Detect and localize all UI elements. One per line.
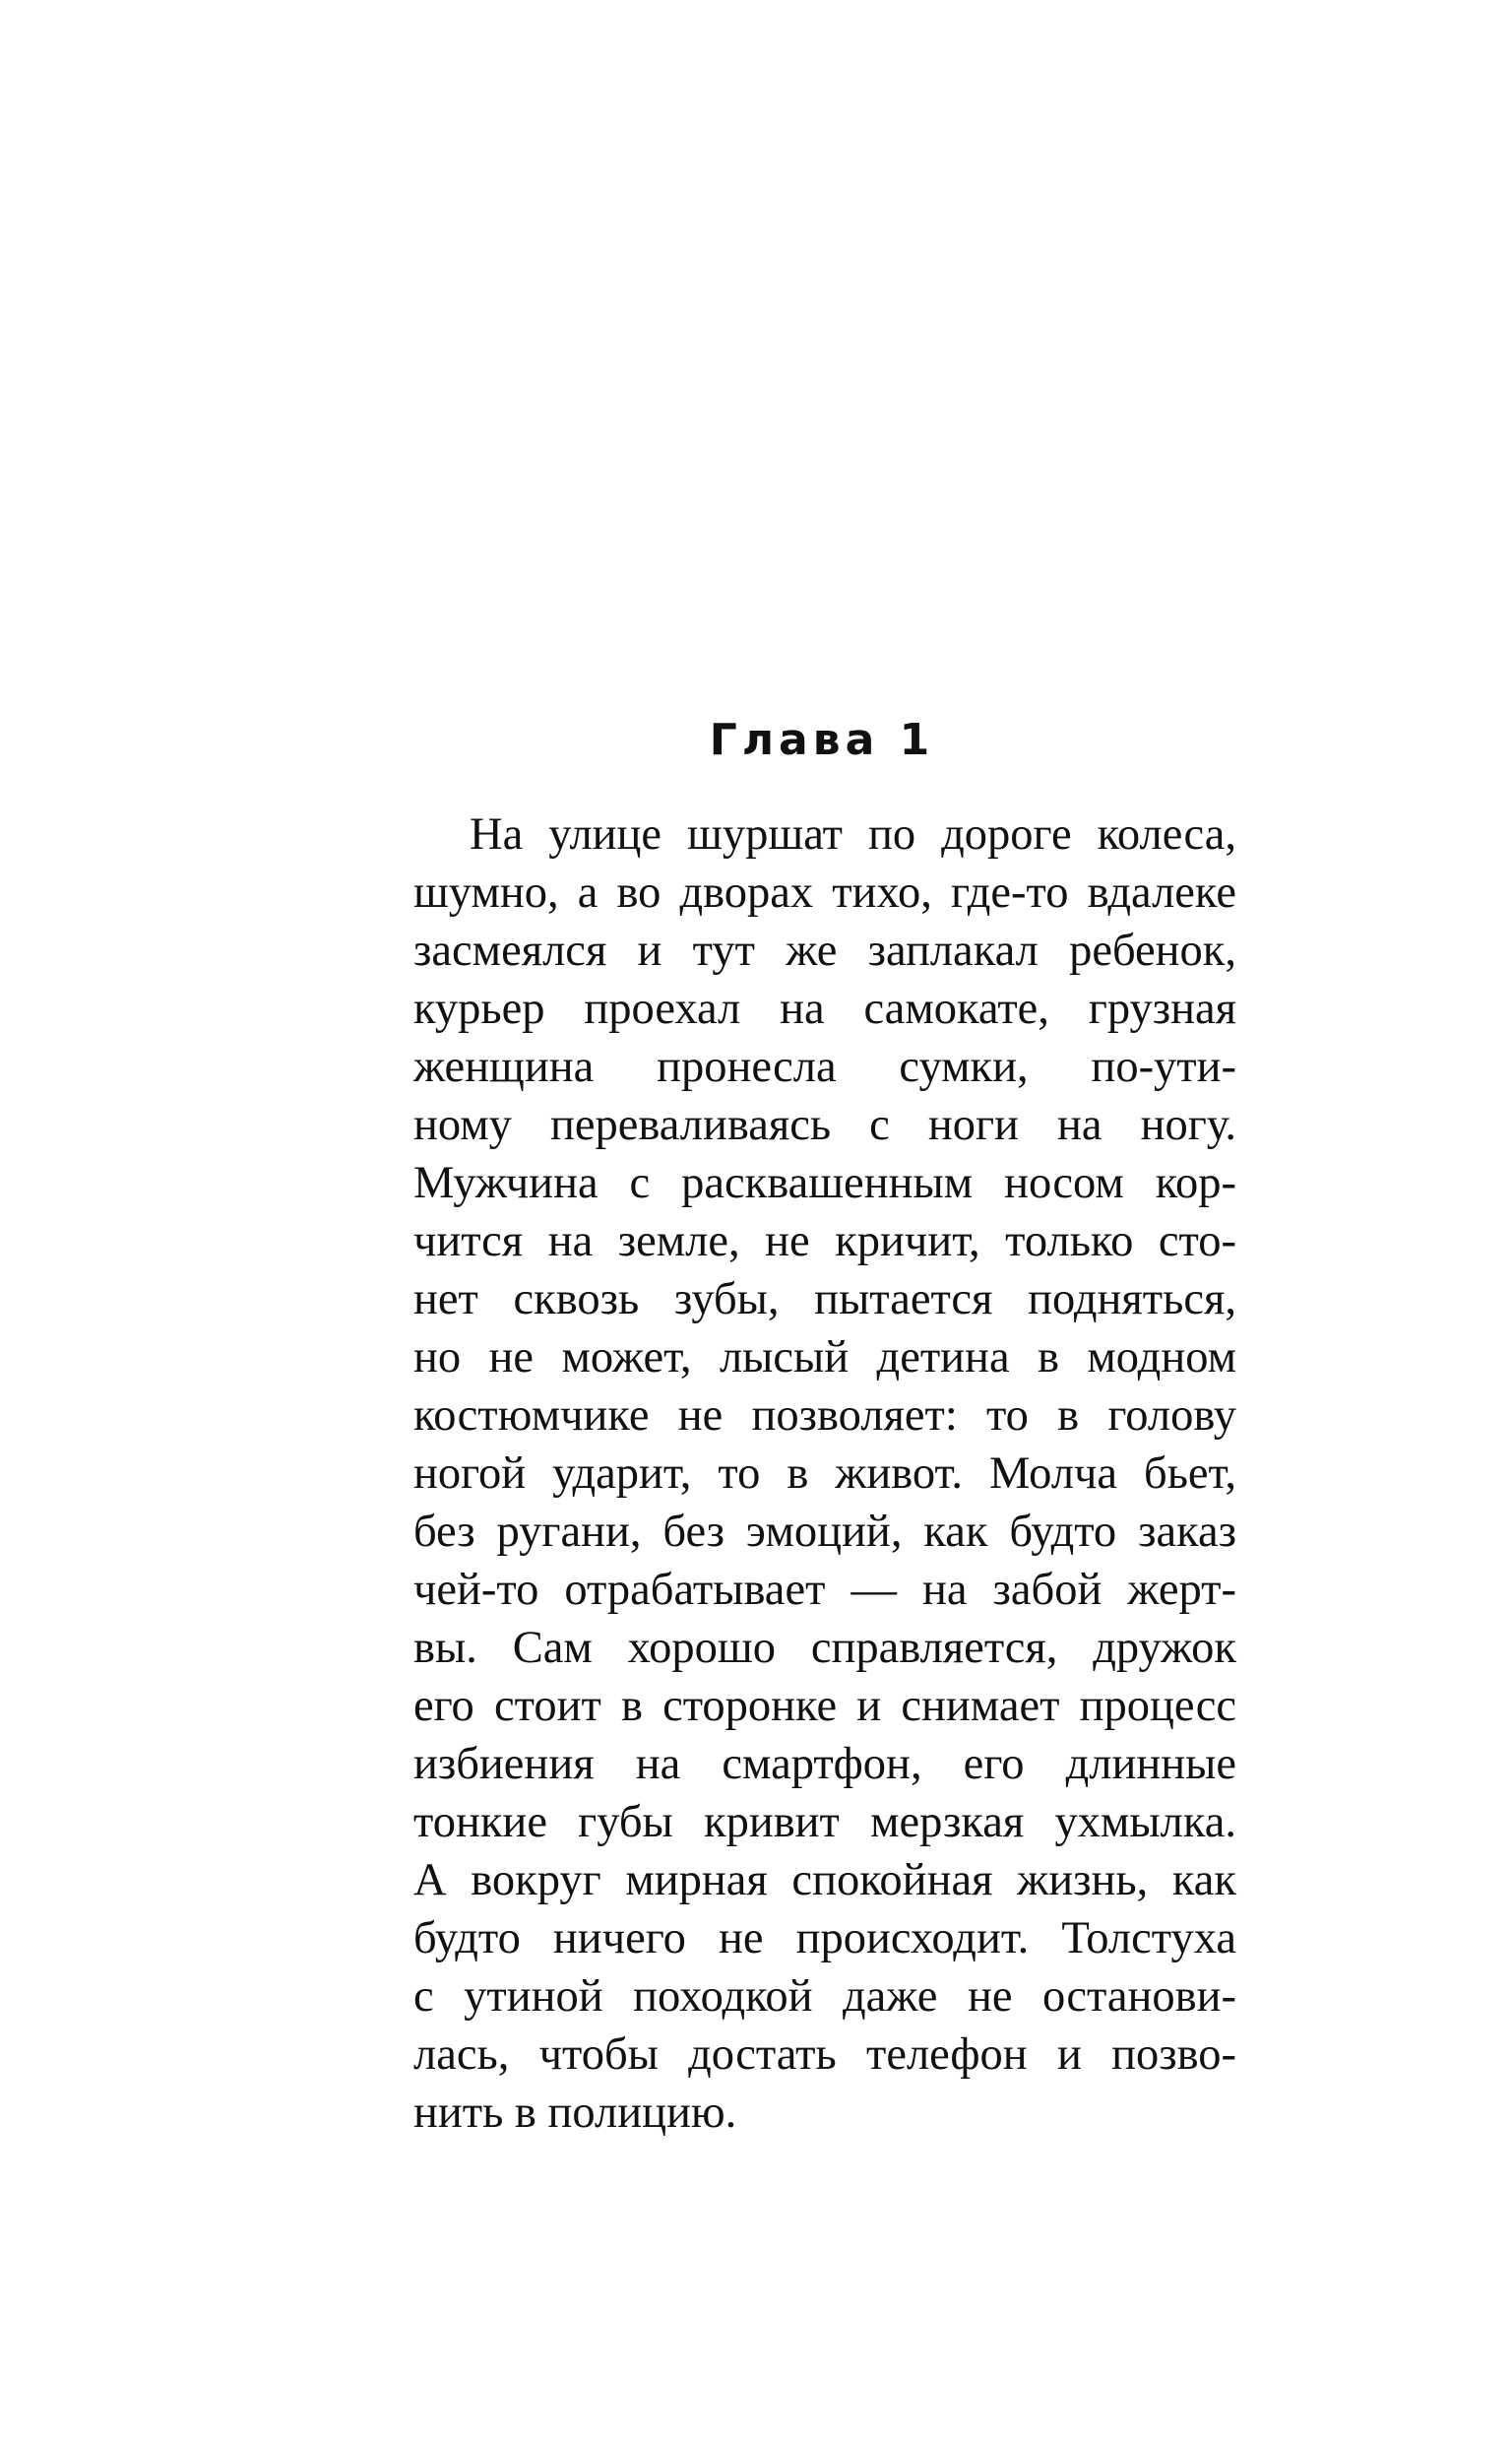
text-line: лась, чтобы достать телефон и позво- — [413, 2029, 1236, 2080]
text-line: ногой ударит, то в живот. Молча бьет, — [413, 1448, 1236, 1499]
text-line: шумно, а во дворах тихо, где-то вдалеке — [413, 868, 1236, 918]
text-line: вы. Сам хорошо справляется, дружок — [413, 1623, 1236, 1673]
text-line: засмеялся и тут же заплакал ребенок, — [413, 926, 1236, 976]
chapter-paragraph — [413, 805, 1236, 2142]
text-line: костюмчике не позволяет: то в голову — [413, 1390, 1236, 1441]
text-line: будто ничего не происходит. Толстуха — [413, 1913, 1236, 1963]
text-line: тонкие губы кривит мерзкая ухмылка. — [413, 1797, 1236, 1847]
text-line: избиения на смартфон, его длинные — [413, 1739, 1236, 1789]
text-line: женщина пронесла сумки, по-ути- — [413, 1042, 1236, 1092]
text-line: Мужчина с расквашенным носом кор- — [413, 1158, 1236, 1208]
text-line: нет сквозь зубы, пытается подняться, — [413, 1274, 1236, 1324]
text-line: На улице шуршат по дороге колеса, — [470, 809, 1236, 860]
text-line: без ругани, без эмоций, как будто заказ — [413, 1507, 1236, 1557]
text-line: курьер проехал на самокате, грузная — [413, 984, 1236, 1034]
text-line: его стоит в сторонке и снимает процесс — [413, 1681, 1236, 1731]
text-line: с утиной походкой даже не останови- — [413, 1971, 1236, 2022]
text-line: ному переваливаясь с ноги на ногу. — [413, 1100, 1236, 1150]
text-line: но не может, лысый детина в модном — [413, 1332, 1236, 1382]
text-line: А вокруг мирная спокойная жизнь, как — [413, 1855, 1236, 1905]
text-line: нить в полицию. — [413, 2088, 737, 2138]
text-line: чится на земле, не кричит, только сто- — [413, 1216, 1236, 1266]
text-line: чей-то отрабатывает — на забой жерт- — [413, 1565, 1236, 1615]
chapter-title: Глава 1 — [709, 715, 935, 765]
